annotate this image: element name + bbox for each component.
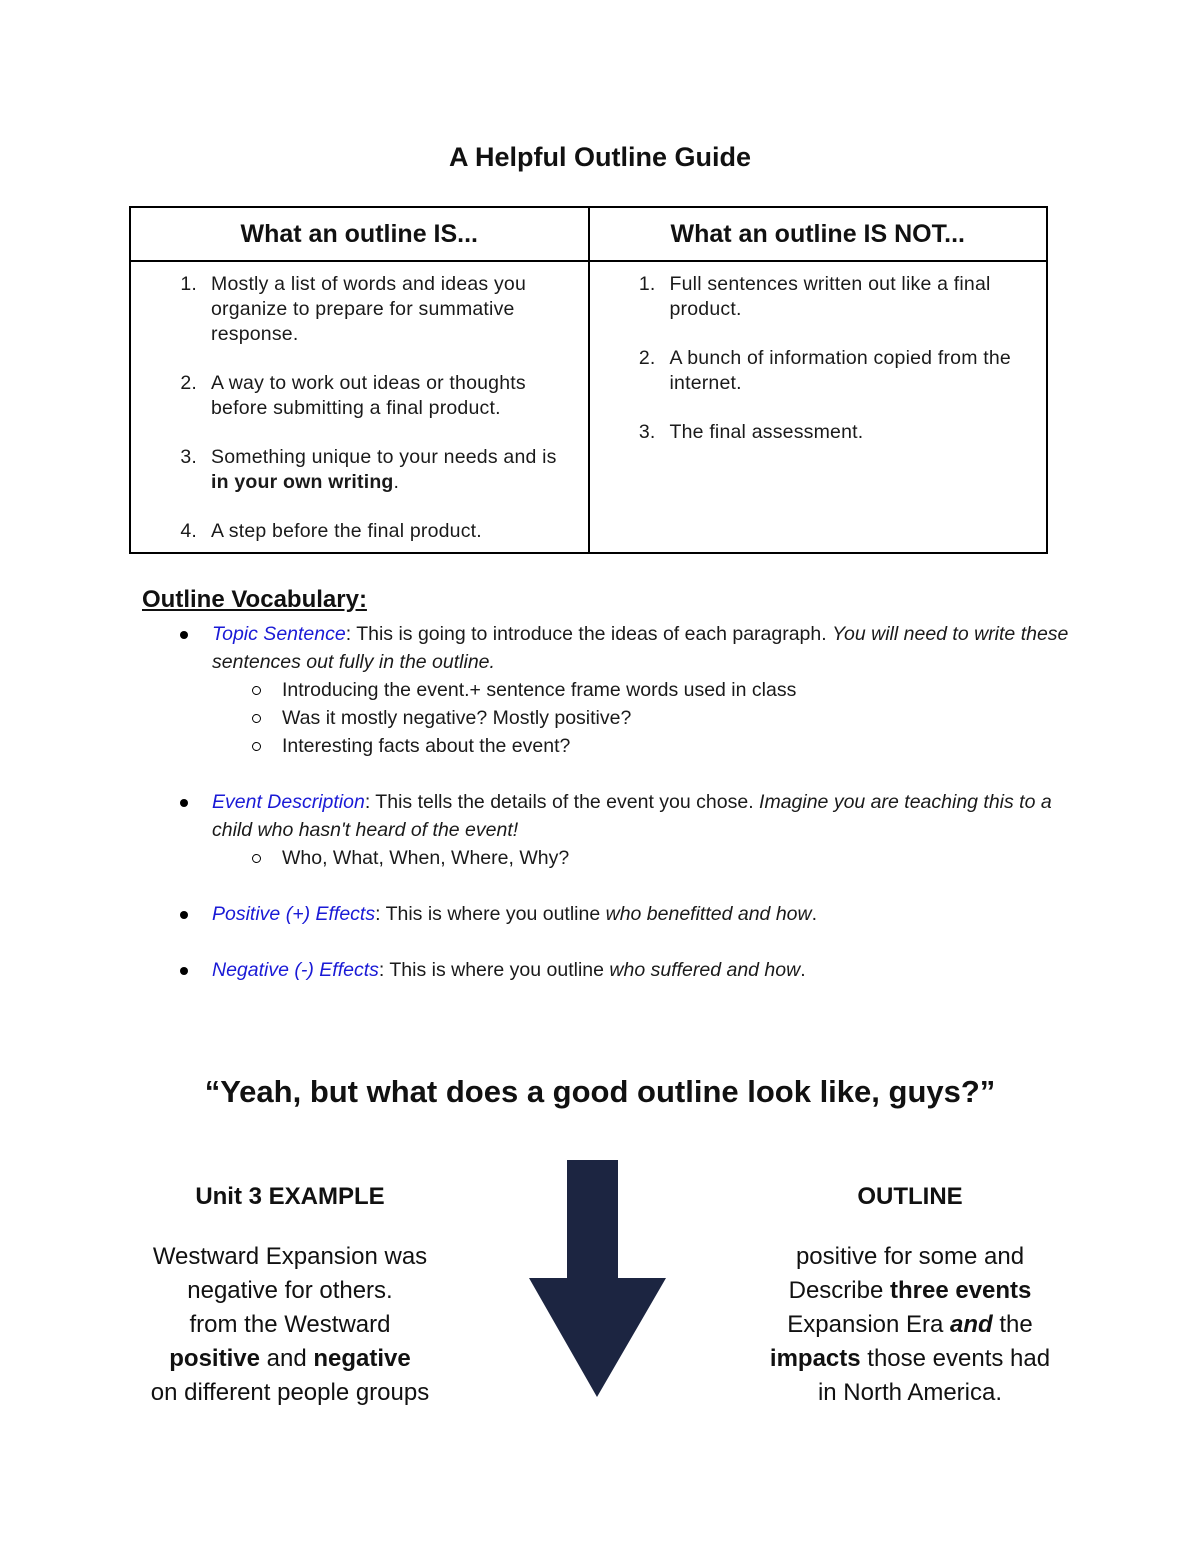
right-bold-three-events: three events: [889, 1277, 1032, 1304]
right-line: [720, 1342, 1100, 1376]
list-text: Mostly a list of words and ideas you organize to prepare for summative response.: [211, 273, 527, 345]
vocab-end: .: [811, 903, 818, 925]
page-title: A Helpful Outline Guide: [449, 142, 751, 172]
sub-item-text: Who, What, When, Where, Why?: [282, 847, 570, 869]
right-line-part: the: [992, 1311, 1033, 1338]
left-line-part: and: [259, 1345, 314, 1372]
list-text: A bunch of information copied from the internet.: [669, 347, 1011, 394]
list-number: 1.: [180, 273, 197, 295]
list-number: 2.: [180, 372, 197, 394]
right-line-part: Expansion Era: [787, 1311, 951, 1338]
quote-heading: “Yeah, but what does a good outline look like, guys?”: [204, 1074, 996, 1109]
vocab-item-negative-effects: [170, 956, 1070, 984]
left-line: from the Westward: [189, 1311, 391, 1338]
list-item: [131, 519, 576, 544]
sub-item-text: Introducing the event.+ sentence frame words used in class: [282, 679, 797, 701]
vocab-note: Imagine you are teaching this to a child who hasn't heard of the event!: [212, 791, 1052, 841]
sub-item-text: Interesting facts about the event?: [282, 735, 571, 757]
example-left-column: [100, 1180, 480, 1410]
right-line-part: those events had: [860, 1345, 1051, 1372]
list-text-bold: in your own writing: [211, 471, 394, 493]
vocab-item-positive-effects: [170, 900, 1070, 928]
list-item: [131, 371, 576, 421]
sub-item: [212, 676, 1070, 704]
list-number: 3.: [180, 446, 197, 468]
vocab-sublist: [212, 676, 1070, 760]
right-line: [720, 1274, 1100, 1308]
vocabulary-heading: Outline Vocabulary:: [142, 586, 367, 613]
list-item: [590, 420, 1035, 445]
left-line: negative for others.: [187, 1277, 393, 1304]
down-arrow-icon: [528, 1158, 668, 1400]
vocabulary-list: [170, 620, 1070, 1012]
vocab-note: You will need to write these sentences out fully in the outline.: [212, 623, 1069, 673]
sub-item-text: Was it mostly negative? Mostly positive?: [282, 707, 632, 729]
right-bold-impacts: impacts: [769, 1345, 861, 1372]
left-line: Westward Expansion was: [152, 1243, 428, 1270]
is-not-column-cell: [589, 261, 1048, 553]
list-text-part: .: [393, 471, 400, 493]
list-item: [590, 346, 1035, 396]
right-line: positive for some and: [795, 1243, 1025, 1270]
bullet-icon: [180, 967, 188, 975]
list-text: Full sentences written out like a final product.: [669, 273, 991, 320]
list-number: 3.: [638, 421, 656, 443]
list-text: A way to work out ideas or thoughts before submitting a final product.: [211, 372, 526, 419]
list-number: 2.: [638, 347, 656, 369]
is-not-column-header: What an outline IS NOT...: [589, 207, 1048, 261]
left-bold-positive: positive: [169, 1345, 260, 1372]
is-list: [131, 272, 576, 544]
list-item: [131, 445, 576, 495]
vocab-definition: : This is going to introduce the ideas of each paragraph.: [345, 623, 833, 645]
left-line: on different people groups: [150, 1379, 430, 1406]
list-number: 4.: [180, 520, 197, 542]
vocab-end: .: [800, 959, 806, 981]
right-bold-italic-and: and: [950, 1311, 993, 1338]
circle-bullet-icon: [252, 742, 261, 751]
right-column-heading: OUTLINE: [857, 1183, 963, 1210]
vocab-definition: : This tells the details of the event you chose.: [364, 791, 760, 813]
circle-bullet-icon: [252, 714, 261, 723]
circle-bullet-icon: [252, 686, 261, 695]
right-line-part: Describe: [788, 1277, 890, 1304]
sub-item: [212, 732, 1070, 760]
list-text-part: Something unique to your needs and is: [211, 446, 557, 468]
sub-item: [212, 844, 1070, 872]
list-item: [590, 272, 1035, 322]
vocab-item-topic-sentence: [170, 620, 1070, 760]
list-text: [211, 445, 576, 495]
vocab-note: who benefitted and how: [605, 903, 812, 925]
circle-bullet-icon: [252, 854, 261, 863]
is-not-list: [590, 272, 1035, 445]
outline-comparison-table: [129, 206, 1048, 554]
left-bold-negative: negative: [313, 1345, 411, 1372]
sub-item: [212, 704, 1070, 732]
bullet-icon: [180, 631, 188, 639]
list-text: A step before the final product.: [211, 520, 482, 542]
bullet-icon: [180, 911, 188, 919]
list-item: [131, 272, 576, 347]
right-line: [720, 1308, 1100, 1342]
outline-right-column: [720, 1180, 1100, 1410]
vocab-term: Positive (+) Effects: [212, 903, 376, 925]
is-column-cell: [130, 261, 589, 553]
vocab-term: Topic Sentence: [212, 623, 346, 645]
vocab-item-event-description: [170, 788, 1070, 872]
left-line: [100, 1342, 480, 1376]
right-line: in North America.: [817, 1379, 1003, 1406]
bullet-icon: [180, 799, 188, 807]
vocab-definition: : This is where you outline: [378, 959, 610, 981]
vocab-definition: : This is where you outline: [375, 903, 606, 925]
vocab-sublist: [212, 844, 1070, 872]
arrow-shape: [529, 1160, 666, 1397]
left-column-heading: Unit 3 EXAMPLE: [195, 1183, 385, 1210]
vocab-term: Negative (-) Effects: [212, 959, 379, 981]
vocab-term: Event Description: [212, 791, 365, 813]
list-number: 1.: [638, 273, 656, 295]
list-text: The final assessment.: [669, 421, 864, 443]
vocab-note: who suffered and how: [609, 959, 801, 981]
is-column-header: What an outline IS...: [130, 207, 589, 261]
